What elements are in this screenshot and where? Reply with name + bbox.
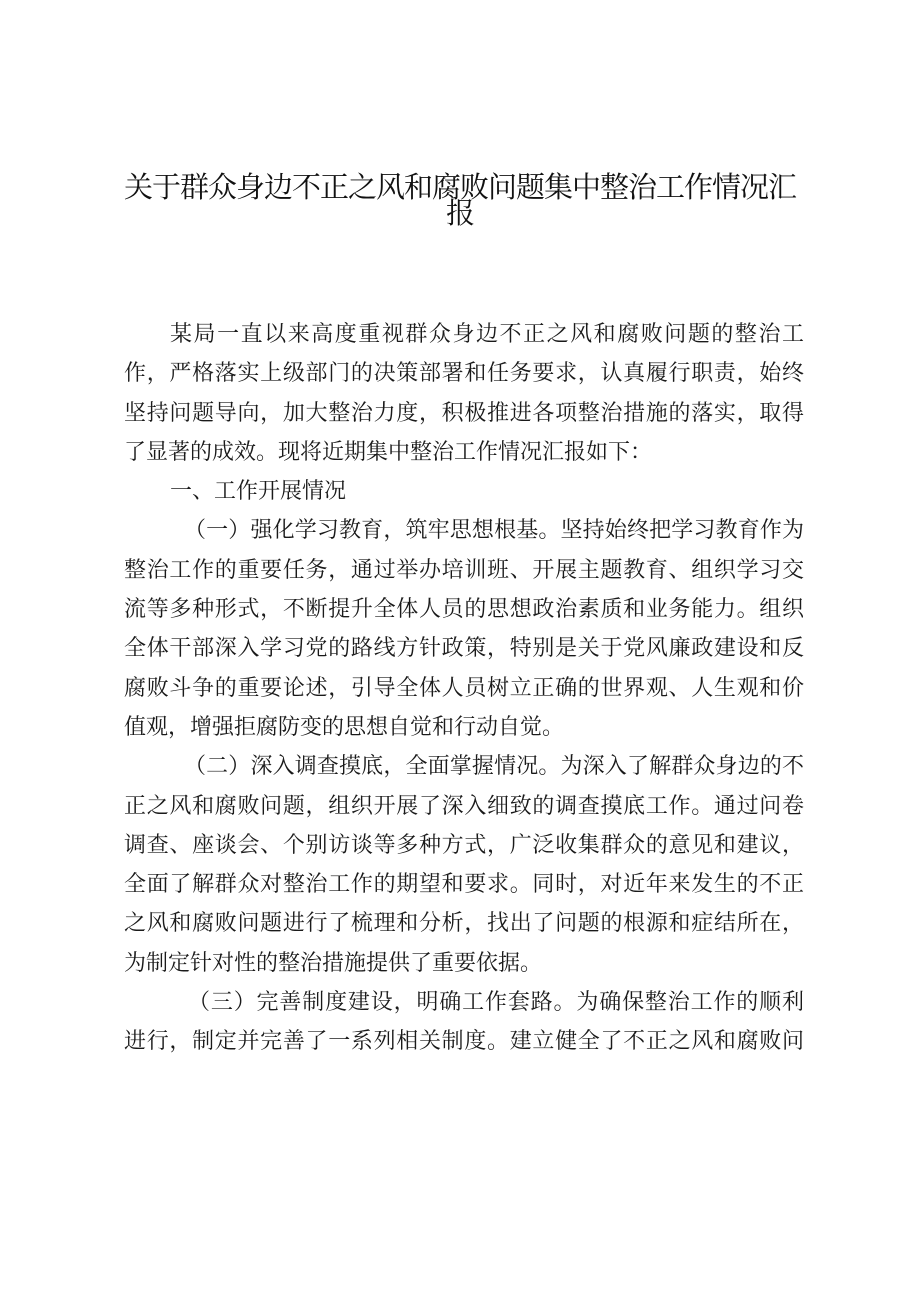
body-line: （三）完善制度建设，明确工作套路。为确保整治工作的顺利 [188,990,804,1016]
document-body [124,315,804,1062]
body-line: 调查、座谈会、个别访谈等多种方式，广泛收集群众的意见和建议， [124,832,804,858]
body-line: 腐败斗争的重要论述，引导全体人员树立正确的世界观、人生观和价 [124,675,804,701]
body-line: 整治工作的重要任务，通过举办培训班、开展主题教育、组织学习交 [124,557,804,583]
body-line: 了显著的成效。现将近期集中整治工作情况汇报如下： [124,439,653,465]
body-line: 全体干部深入学习党的路线方针政策，特别是关于党风廉政建设和反 [124,636,804,662]
document-title-line-1: 关于群众身边不正之风和腐败问题集中整治工作情况汇 [123,170,796,204]
body-line: 全面了解群众对整治工作的期望和要求。同时，对近年来发生的不正 [124,872,804,898]
body-line: （二）深入调查摸底，全面掌握情况。为深入了解群众身边的不 [184,754,804,780]
body-line: 流等多种形式，不断提升全体人员的思想政治素质和业务能力。组织 [124,597,804,623]
body-line: （一）强化学习教育，筑牢思想根基。坚持始终把学习教育作为 [184,518,804,544]
body-line: 值观，增强拒腐防变的思想自觉和行动自觉。 [124,714,565,740]
body-line: 作，严格落实上级部门的决策部署和任务要求，认真履行职责，始终 [124,361,804,387]
body-line: 某局一直以来高度重视群众身边不正之风和腐败问题的整治工 [170,322,804,347]
body-line: 进行，制定并完善了一系列相关制度。建立健全了不正之风和腐败问 [124,1029,804,1055]
document-title-line-2: 报 [445,196,474,230]
body-line: 坚持问题导向，加大整治力度，积极推进各项整治措施的落实，取得 [124,400,804,426]
section-heading: 一、工作开展情况 [170,479,347,505]
body-line: 正之风和腐败问题，组织开展了深入细致的调查摸底工作。通过问卷 [124,793,804,819]
body-line: 为制定针对性的整治措施提供了重要依据。 [124,950,543,976]
body-line: 之风和腐败问题进行了梳理和分析，找出了问题的根源和症结所在， [124,911,804,937]
